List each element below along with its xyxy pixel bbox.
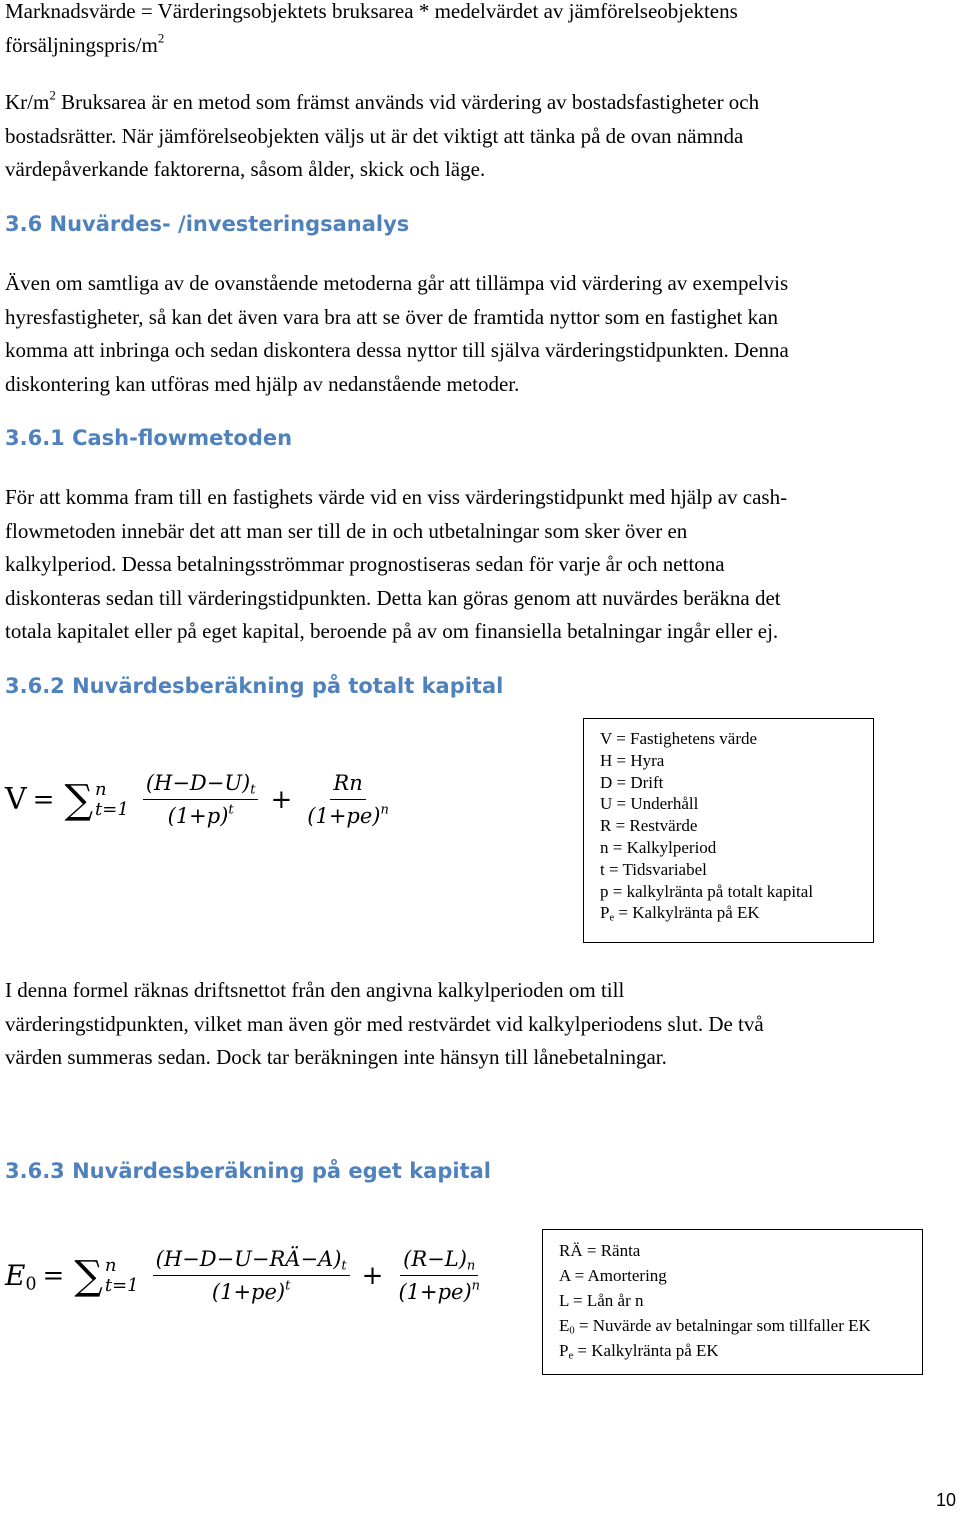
legend-row: L = Lån år n: [559, 1291, 644, 1310]
legend-row: H = Hyra: [600, 750, 665, 770]
fraction-denominator: $(1+pe)^n$: [398, 1278, 481, 1304]
sum-lower: t=1: [104, 1274, 139, 1296]
paragraph-line: flowmetoden innebär det att man ser till de in och utbetalningar som sker över en: [5, 518, 688, 543]
sum-limits: [105, 1256, 139, 1296]
legend-row: $E_0$ = Nuvärde av betalningar som tillfaller EK: [559, 1316, 871, 1337]
fraction-cashflow: [143, 770, 259, 829]
paragraph-line: värden summeras sedan. Dock tar beräkningen inte hänsyn till lånebetalningar.: [5, 1045, 667, 1070]
legend-box-equity: [542, 1229, 923, 1375]
formula-lhs: V: [5, 782, 27, 817]
intro-para-line-2: bostadsrätter. När jämförelseobjekten väljs ut är det viktigt att tänka på de ovan nämnda: [5, 123, 744, 148]
legend-row: U = Underhåll: [600, 794, 699, 814]
paragraph-line: kalkylperiod. Dessa betalningsströmmar prognostiseras sedan för varje år och nettona: [5, 552, 725, 577]
intro-line-1: Marknadsvärde = Värderingsobjektets bruksarea * medelvärdet av jämförelseobjektens: [5, 0, 738, 23]
paragraph-line: diskonteras sedan till värderingstidpunkten. Detta kan göras genom att nuvärdes beräkna det: [5, 585, 781, 610]
fraction-denominator: $(1+p)^t$: [167, 802, 234, 828]
legend-row: t = Tidsvariabel: [600, 859, 707, 879]
sum-upper: n: [95, 778, 107, 800]
legend-row: RÄ = Ränta: [559, 1241, 641, 1260]
section-3-6-paragraph: [5, 267, 789, 401]
paragraph-line: Även om samtliga av de ovanstående metoderna går att tillämpa vid värdering av exempelvis: [5, 271, 789, 295]
sum-lower: t=1: [95, 798, 129, 820]
legend-row: $P_e$ = Kalkylränta på EK: [600, 903, 760, 924]
sum-limits: [95, 780, 129, 820]
heading-3-6: 3.6 Nuvärdes- /investeringsanalys: [5, 212, 410, 236]
section-3-6-1-paragraph: [5, 481, 787, 649]
intro-paragraph: [5, 86, 759, 187]
fraction-cashflow: [153, 1246, 350, 1305]
fraction-residual: [395, 1246, 483, 1305]
paragraph-line: diskontering kan utföras med hjälp av nedanstående metoder.: [5, 371, 520, 396]
formula-equals: =: [32, 784, 55, 815]
heading-3-6-1: 3.6.1 Cash-flowmetoden: [5, 426, 293, 450]
paragraph-line: I denna formel räknas driftsnettot från den angivna kalkylperioden om till: [5, 978, 625, 1002]
sum-symbol: ∑: [64, 776, 94, 823]
legend-row: D = Drift: [600, 772, 664, 792]
sum-symbol: ∑: [74, 1252, 103, 1299]
heading-3-6-3: 3.6.3 Nuvärdesberäkning på eget kapital: [5, 1159, 491, 1183]
formula-plus: +: [270, 784, 293, 815]
legend-row: p = kalkylränta på totalt kapital: [600, 881, 814, 901]
fraction-denominator: $(1+pe)^n$: [307, 802, 389, 828]
paragraph-line: hyresfastigheter, så kan det även vara bra att se över de framtida nyttor som en fastighet kan: [5, 304, 778, 329]
fraction-numerator: $(H-D-U)_t$: [143, 770, 259, 800]
formula-plus: +: [361, 1260, 384, 1291]
page-number: 10: [935, 1490, 956, 1510]
paragraph-line: totala kapitalet eller på eget kapital, beroende på av om finansiella betalningar ingår eller ej.: [5, 619, 779, 644]
heading-3-6-2: 3.6.2 Nuvärdesberäkning på totalt kapital: [5, 674, 504, 698]
legend-row: A = Amortering: [559, 1266, 667, 1285]
legend-row: n = Kalkylperiod: [600, 837, 717, 857]
legend-row: V = Fastighetens värde: [600, 729, 758, 748]
intro-formula-text: [5, 0, 738, 62]
section-3-6-2-paragraph: [5, 974, 764, 1075]
paragraph-line: För att komma fram till en fastighets värde vid en viss värderingstidpunkt med hjälp av cash-: [5, 485, 788, 509]
formula-total-capital: [5, 770, 398, 829]
formula-equity: [5, 1246, 489, 1305]
formula-equals: =: [42, 1260, 65, 1291]
intro-line-2: försäljningspris/$m^2$: [5, 29, 165, 57]
intro-para-line-1: $Kr/m^2$ Bruksarea är en metod som främst används vid värdering av bostadsfastigheter och: [5, 87, 760, 114]
fraction-residual: [304, 770, 392, 829]
legend-row: $P_e$ = Kalkylränta på EK: [559, 1341, 719, 1362]
paragraph-line: komma att inbringa och sedan diskontera dessa nyttor till själva värderingstidpunkten. Denna: [5, 338, 789, 363]
paragraph-line: värderingstidpunkten, vilket man även gör med restvärdet vid kalkylperiodens slut. De två: [5, 1011, 764, 1036]
sum-upper: n: [104, 1254, 117, 1276]
legend-row: R = Restvärde: [600, 816, 698, 836]
intro-para-line-3: värdepåverkande faktorerna, såsom ålder, skick och läge.: [5, 157, 486, 182]
formula-lhs: $E_0$: [5, 1259, 37, 1295]
fraction-numerator: Rn: [330, 770, 365, 800]
fraction-numerator: $(R-L)_n$: [400, 1246, 478, 1276]
legend-box-total-capital: [583, 718, 874, 943]
fraction-denominator: $(1+pe)^t$: [211, 1278, 291, 1304]
fraction-numerator: $(H-D-U-RÄ-A)_t$: [153, 1246, 350, 1276]
